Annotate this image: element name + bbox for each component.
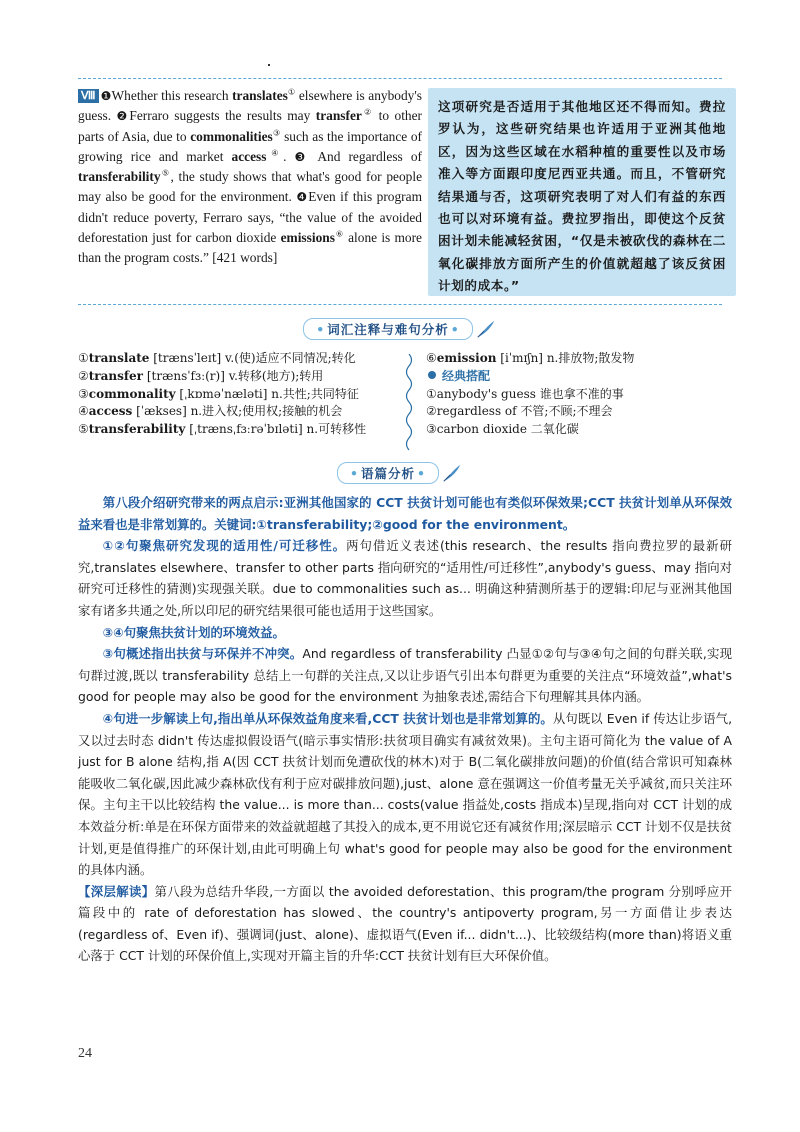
note-ref-2: ② <box>361 107 374 117</box>
note-ref-6: ⑥ <box>334 229 344 239</box>
note-ref-4: ④ <box>266 148 284 158</box>
top-divider <box>78 78 722 79</box>
analysis-highlight: ①②句聚焦研究发现的适用性/可迁移性。 <box>102 538 347 554</box>
vocab-word: translate <box>88 351 150 365</box>
sentence-2-number: ❷ <box>116 109 130 124</box>
sentence-2-text-mid: to other parts of Asia, due to <box>78 108 423 144</box>
vocab-word: emission <box>436 351 497 365</box>
sentence-3-number: ❸ <box>294 149 310 164</box>
vocab-definition: n.进入权;使用权;接触的机会 <box>190 404 343 419</box>
analysis-summary <box>78 492 732 535</box>
vocab-word: transferability <box>88 422 186 437</box>
keyword-transferability: transferability <box>78 169 161 185</box>
analysis-highlight: ③句概述指出扶贫与环保并不冲突。 <box>102 646 303 662</box>
vocab-item <box>78 350 398 368</box>
keyword-commonalities: commonalities <box>190 128 273 144</box>
vocab-item <box>78 421 398 439</box>
dot-icon: • <box>450 322 460 337</box>
quill-pen-icon <box>441 462 463 484</box>
middle-divider <box>78 304 722 305</box>
analysis-summary-text: 第八段介绍研究带来的两点启示:亚洲其他国家的 CCT 扶贫计划可能也有类似环保效果;CCT 扶贫计划单从环保效益来看也是非常划算的。关键词:①transferability;②good for the environment。 <box>78 495 732 532</box>
vocab-word: transfer <box>88 368 144 383</box>
vocab-ipa: [ˈækses] <box>132 404 191 419</box>
note-ref-5: ⑤ <box>160 168 171 178</box>
sentence-3-text-end: , the study shows that what's good for people may also be good for the environment. <box>78 169 423 205</box>
dot-icon: • <box>417 466 426 481</box>
keyword-translates: translates <box>232 88 288 103</box>
vocab-item <box>78 368 398 386</box>
keyword-transfer: transfer <box>315 108 362 124</box>
vocab-item <box>78 403 398 421</box>
vocab-heading-pill <box>303 318 473 340</box>
quill-pen-icon <box>475 318 497 340</box>
collocation-heading <box>426 368 726 386</box>
analysis-heading-pill <box>337 462 439 484</box>
vocab-definition: n.可转移性 <box>306 422 367 437</box>
vocab-number: ③ <box>78 386 89 401</box>
vocab-ipa: [ˌtrænsˌfɜːrəˈbɪləti] <box>185 422 307 437</box>
collocation-item: ③carbon dioxide 二氧化碳 <box>426 422 579 437</box>
vocab-definition: v.(使)适应不同情况;转化 <box>225 351 356 365</box>
keyword-access: access <box>231 148 267 164</box>
vocab-list-left <box>78 350 398 439</box>
analysis-text: And regardless of transferability 凸显①②句与③④句之间的句群关联,实现句群过渡,既以 transferability 总结上一句群的关注点,又以让步语气引出本句群更为重要的关注点“环境效益”,what's good for people may also be good for the environment 为抽象表述,需结合下句理解其具体内涵。 <box>78 646 732 705</box>
analysis-highlight: ④句进一步解读上句,指出单从环保效益角度来看,CCT 扶贫计划也是非常划算的。 <box>102 710 553 726</box>
vocab-definition: v.转移(地方);转用 <box>228 368 324 383</box>
vocab-number: ⑤ <box>78 422 89 437</box>
sentence-4-text-end: alone is more than the program costs.” [421 words] <box>78 230 422 266</box>
analysis-sentence-4 <box>78 708 732 881</box>
sentence-4-number: ❹ <box>296 190 309 205</box>
note-ref-3: ③ <box>272 128 281 138</box>
analysis-sentence-1-2 <box>78 535 732 621</box>
vocab-ipa: [ˌkɒməˈnæləti] <box>175 386 272 401</box>
sentence-4-text: Even if this program didn't reduce poverty, Ferraro says, “the value of the avoided deforestation just for carbon dioxide <box>78 189 423 246</box>
vocab-ipa: [iˈmɪʃn] <box>496 351 547 365</box>
discourse-analysis <box>78 492 732 967</box>
collocation-title: 经典搭配 <box>442 368 491 383</box>
analysis-highlight: ③④句聚焦扶贫计划的环境效益。 <box>102 624 285 640</box>
squiggle-divider <box>402 354 416 452</box>
deep-reading-label: 【深层解读】 <box>78 883 155 899</box>
vocab-heading-text: 词汇注释与难句分析 <box>327 322 449 337</box>
vocab-word: commonality <box>88 386 176 401</box>
analysis-text: 两句借近义表述(this research、the results 指向费拉罗的最新研究,translates elsewhere、transfer to other parts 指向研究的“适用性/可迁移性”,anybody's guess、may 指向对研究可迁移性的猜测)实现强关联。due to commonalities such as... 明确这种猜测所基于的逻辑:印尼与亚洲其他国家有诸多共通之处,所以印尼的研究结果很可能也适用于这些国家。 <box>78 538 732 618</box>
vocab-number: ② <box>78 368 89 383</box>
analysis-text: 从句既以 Even if 传达让步语气,又以过去时态 didn't 传达虚拟假设语气(暗示事实情形:扶贫项目确实有减贫效果)。主句主语可简化为 the value of A just for B alone 结构,指 A(因 CCT 扶贫计划而免遭砍伐的林木)对于 B(二氧化碳排放问题)的价值(结合常识可知森林能吸收二氧化碳,因此减少森林砍伐有利于应对碳排放问题),just、alone 意在强调这一价值考量无关乎减贫,而只关注环保。主句主干以比较结构 the value... is more than... costs(value 指益处,costs 指成本)呈现,指向对 CCT 计划的成本效益分析:单是在环保方面带来的效益就超越了其投入的成本,更不用说它还有减贫作用;深层暗示 CCT 计划不仅是扶贫计划,更是值得推广的环保计划,由此可明确上句 what's good for people may also be good for the environment 的具体内涵。 <box>78 710 733 878</box>
deep-reading-text: 第八段为总结升华段,一方面以 the avoided deforestation、this program/the program 分别呼应开篇段中的 rate of deforestation has slowed、the country's antipoverty program,另一方面借让步表达(regardless of、Even if)、强调词(just、alone)、虚拟语气(Even if... didn't...)、比较级结构(more than)将语义重心落于 CCT 计划的环保价值上,实现对开篇主旨的升华:CCT 扶贫计划有巨大环保价值。 <box>78 883 733 964</box>
bullet-icon <box>428 371 436 379</box>
analysis-sentence-3 <box>78 643 732 708</box>
analysis-heading-text: 语篇分析 <box>360 466 415 481</box>
keyword-emissions: emissions <box>280 230 335 246</box>
vocab-ipa: [trænsˈfɜː(r)] <box>143 368 229 383</box>
vocab-ipa: [trænsˈleɪt] <box>149 351 226 365</box>
collocation-item: ②regardless of 不管;不顾;不理会 <box>426 404 613 419</box>
sentence-2-text: Ferraro suggests the results may <box>129 108 316 124</box>
vocab-number: ① <box>78 351 89 365</box>
deep-reading <box>78 881 732 967</box>
translation-box: 这项研究是否适用于其他地区还不得而知。费拉罗认为，这些研究结果也许适用于亚洲其他地区，因为这些区域在水稻种植的重要性以及市场准入等方面跟印度尼西亚共通。而且，不管研究结果通与否，这项研究表明了对人们有益的东西也可以对环境有益。费拉罗指出，即使这个反贫困计划未能减轻贫困，“仅是未被砍伐的森林在二氧化碳排放方面所产生的价值就超越了该反贫困计划的成本。” <box>428 88 736 296</box>
vocab-number: ④ <box>78 404 89 419</box>
sentence-1-text-end: elsewhere is anybody's guess. <box>78 88 422 124</box>
note-ref-1: ① <box>287 87 296 97</box>
vocab-number: ⑥ <box>426 351 437 365</box>
vocab-item <box>426 350 726 368</box>
vocab-definition: n.共性;共同特征 <box>271 386 359 401</box>
analysis-sentence-3-4 <box>78 622 732 644</box>
collocation-item: ①anybody's guess 谁也拿不准的事 <box>426 386 624 401</box>
sentence-1-number: ❶ <box>100 89 112 103</box>
sentence-3-text: And regardless of <box>310 148 422 164</box>
sentence-1-text: Whether this research <box>111 88 233 103</box>
vocab-heading <box>0 318 800 340</box>
passage-paragraph <box>78 86 422 269</box>
scan-dot <box>268 64 270 66</box>
analysis-heading <box>0 462 800 484</box>
sentence-2-period: . <box>283 148 295 164</box>
vocab-list-right <box>426 350 726 439</box>
vocab-definition: n.排放物;散发物 <box>546 351 635 365</box>
sentence-2-text-end: such as the importance of growing rice and market <box>78 128 423 164</box>
page-number: 24 <box>78 1046 92 1061</box>
vocab-item <box>78 386 398 404</box>
paragraph-badge: Ⅷ <box>78 89 99 103</box>
vocab-word: access <box>88 404 133 419</box>
dot-icon: • <box>349 466 359 481</box>
dot-icon: • <box>316 322 326 337</box>
